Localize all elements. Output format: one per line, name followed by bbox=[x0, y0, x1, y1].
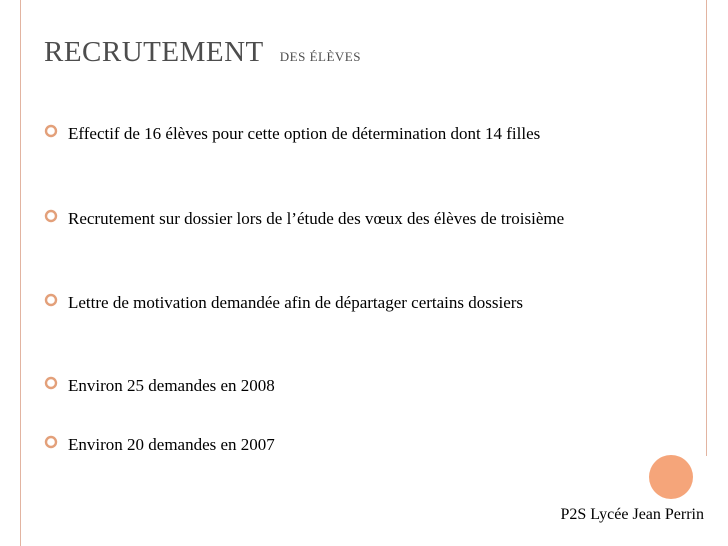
bullet-text: Environ 20 demandes en 2007 bbox=[68, 435, 275, 454]
hollow-circle-bullet-icon bbox=[44, 435, 58, 449]
bullet-item bbox=[44, 206, 644, 231]
right-vertical-rule bbox=[706, 0, 707, 456]
bullet-item bbox=[44, 121, 644, 146]
hollow-circle-bullet-icon bbox=[44, 124, 58, 138]
left-vertical-rule bbox=[20, 0, 21, 546]
title-main: RECRUTEMENT bbox=[44, 36, 264, 68]
hollow-circle-bullet-icon bbox=[44, 293, 58, 307]
decorative-orange-circle bbox=[649, 455, 693, 499]
bullet-item bbox=[44, 290, 644, 315]
footer-text: P2S Lycée Jean Perrin bbox=[560, 506, 704, 523]
hollow-circle-bullet-icon bbox=[44, 376, 58, 390]
slide-title bbox=[44, 36, 361, 69]
hollow-circle-bullet-icon bbox=[44, 209, 58, 223]
bullet-item bbox=[44, 432, 644, 457]
bullet-text: Lettre de motivation demandée afin de départager certains dossiers bbox=[68, 293, 524, 312]
title-sub: DES ÉLÈVES bbox=[279, 49, 361, 64]
bullet-item bbox=[44, 373, 644, 398]
bullet-text: Recrutement sur dossier lors de l’étude des vœux des élèves de troisième bbox=[68, 209, 565, 228]
bullet-text: Environ 25 demandes en 2008 bbox=[68, 376, 275, 395]
bullet-text: Effectif de 16 élèves pour cette option de détermination dont 14 filles bbox=[68, 124, 541, 143]
